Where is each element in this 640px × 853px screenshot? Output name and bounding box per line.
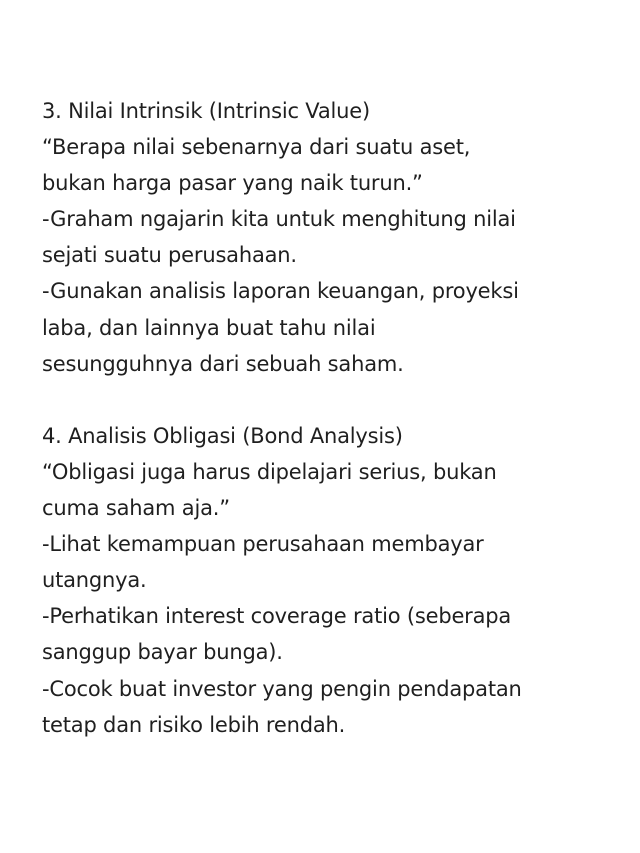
quote-line: bukan harga pasar yang naik turun.” <box>42 171 423 196</box>
bullet-line: -Graham ngajarin kita untuk menghitung nilai <box>42 207 516 232</box>
quote-line: cuma saham aja.” <box>42 496 230 521</box>
bullet-line: sesungguhnya dari sebuah saham. <box>42 351 404 376</box>
bullet-line: sejati suatu perusahaan. <box>42 243 297 268</box>
bullet-line: -Gunakan analisis laporan keuangan, proyeksi <box>42 279 519 304</box>
section-heading: 4. Analisis Obligasi (Bond Analysis) <box>42 423 403 448</box>
section-intrinsic-value <box>42 93 617 382</box>
quote-line: “Obligasi juga harus dipelajari serius, bukan <box>42 459 497 484</box>
note-page <box>42 93 617 743</box>
section-bond-analysis <box>42 418 617 743</box>
bullet-line: utangnya. <box>42 568 147 593</box>
bullet-line: sanggup bayar bunga). <box>42 640 283 665</box>
bullet-line: -Lihat kemampuan perusahaan membayar <box>42 532 484 557</box>
bullet-line: -Cocok buat investor yang pengin pendapatan <box>42 676 522 701</box>
section-heading: 3. Nilai Intrinsik (Intrinsic Value) <box>42 99 370 123</box>
quote-line: “Berapa nilai sebenarnya dari suatu aset, <box>42 135 471 160</box>
bullet-line: laba, dan lainnya buat tahu nilai <box>42 315 376 340</box>
bullet-line: tetap dan risiko lebih rendah. <box>42 712 346 737</box>
bullet-line: -Perhatikan interest coverage ratio (seberapa <box>42 604 512 629</box>
